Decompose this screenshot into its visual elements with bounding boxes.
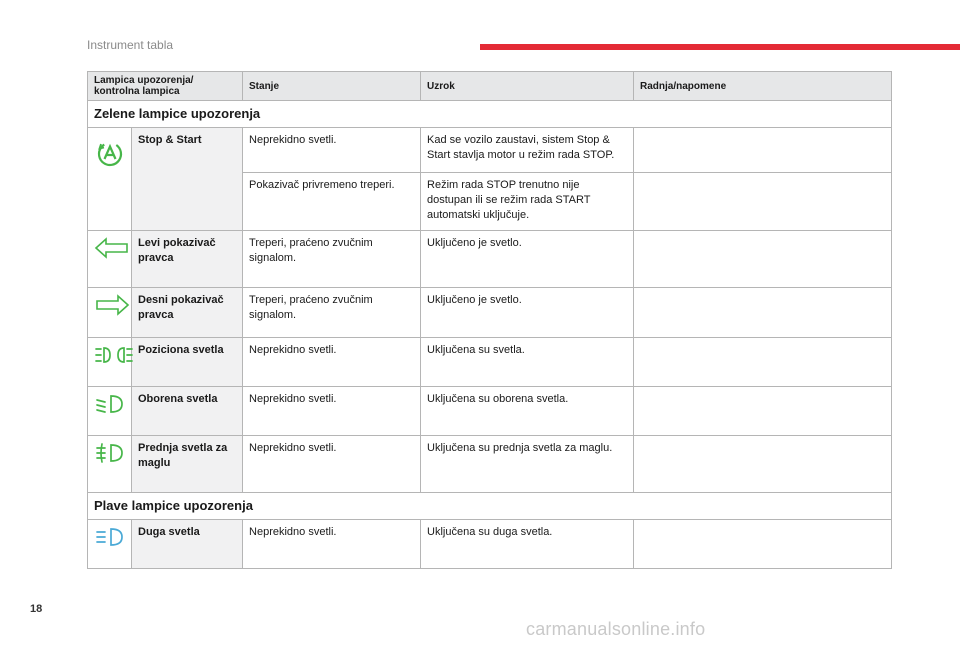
state-cell: Pokazivač privremeno treperi. bbox=[243, 173, 421, 231]
action-cell bbox=[634, 128, 892, 173]
column-header-lamp: Lampica upozorenja/ kontrolna lampica bbox=[88, 72, 243, 101]
section-title: Zelene lampice upozorenja bbox=[88, 101, 892, 128]
action-cell bbox=[634, 231, 892, 288]
section-title: Plave lampice upozorenja bbox=[88, 493, 892, 520]
watermark: carmanualsonline.info bbox=[526, 619, 706, 639]
right-indicator-icon bbox=[94, 293, 130, 317]
lamp-name: Poziciona svetla bbox=[132, 338, 243, 387]
cause-cell: Uključena su oborena svetla. bbox=[421, 387, 634, 436]
table-row bbox=[88, 128, 892, 173]
table-row bbox=[88, 231, 892, 288]
stop-start-icon bbox=[95, 138, 125, 168]
table-row bbox=[88, 387, 892, 436]
state-cell: Neprekidno svetli. bbox=[243, 520, 421, 569]
table-row bbox=[88, 520, 892, 569]
column-header-action: Radnja/napomene bbox=[634, 72, 892, 101]
cause-cell: Kad se vozilo zaustavi, sistem Stop & Start stavlja motor u režim rada STOP. bbox=[421, 128, 634, 173]
section-green bbox=[88, 101, 892, 128]
state-cell: Neprekidno svetli. bbox=[243, 338, 421, 387]
dipped-beam-icon bbox=[95, 392, 125, 416]
header-title: Instrument tabla bbox=[87, 38, 174, 52]
action-cell bbox=[634, 520, 892, 569]
state-cell: Treperi, praćeno zvučnim signalom. bbox=[243, 231, 421, 288]
lamp-name: Duga svetla bbox=[132, 520, 243, 569]
lamp-name: Oborena svetla bbox=[132, 387, 243, 436]
lamp-name: Stop & Start bbox=[132, 128, 243, 231]
state-cell: Neprekidno svetli. bbox=[243, 436, 421, 493]
cause-cell: Uključeno je svetlo. bbox=[421, 288, 634, 338]
warning-lamps-table bbox=[87, 71, 892, 569]
side-lights-icon bbox=[94, 343, 134, 367]
action-cell bbox=[634, 387, 892, 436]
action-cell bbox=[634, 338, 892, 387]
lamp-name: Levi pokazivač pravca bbox=[132, 231, 243, 288]
action-cell bbox=[634, 436, 892, 493]
icon-cell bbox=[88, 338, 132, 387]
section-blue bbox=[88, 493, 892, 520]
column-header-cause: Uzrok bbox=[421, 72, 634, 101]
column-header-state: Stanje bbox=[243, 72, 421, 101]
cause-cell: Uključena su svetla. bbox=[421, 338, 634, 387]
main-beam-icon bbox=[95, 525, 125, 549]
icon-cell bbox=[88, 288, 132, 338]
lamp-name: Prednja svetla za maglu bbox=[132, 436, 243, 493]
action-cell bbox=[634, 288, 892, 338]
table-header-row bbox=[88, 72, 892, 101]
cause-cell: Uključena su prednja svetla za maglu. bbox=[421, 436, 634, 493]
icon-cell bbox=[88, 436, 132, 493]
state-cell: Neprekidno svetli. bbox=[243, 387, 421, 436]
front-fog-icon bbox=[95, 441, 125, 465]
action-cell bbox=[634, 173, 892, 231]
left-indicator-icon bbox=[94, 236, 130, 260]
icon-cell bbox=[88, 387, 132, 436]
cause-cell: Uključeno je svetlo. bbox=[421, 231, 634, 288]
icon-cell bbox=[88, 520, 132, 569]
cause-cell: Režim rada STOP trenutno nije dostupan ili se režim rada START automatski uključuje. bbox=[421, 173, 634, 231]
page-number: 18 bbox=[30, 603, 43, 615]
state-cell: Neprekidno svetli. bbox=[243, 128, 421, 173]
icon-cell bbox=[88, 231, 132, 288]
state-cell: Treperi, praćeno zvučnim signalom. bbox=[243, 288, 421, 338]
lamp-name: Desni pokazivač pravca bbox=[132, 288, 243, 338]
header-accent-bar bbox=[480, 44, 960, 50]
table-row bbox=[88, 288, 892, 338]
table-row bbox=[88, 338, 892, 387]
icon-cell bbox=[88, 128, 132, 231]
cause-cell: Uključena su duga svetla. bbox=[421, 520, 634, 569]
table-row bbox=[88, 436, 892, 493]
